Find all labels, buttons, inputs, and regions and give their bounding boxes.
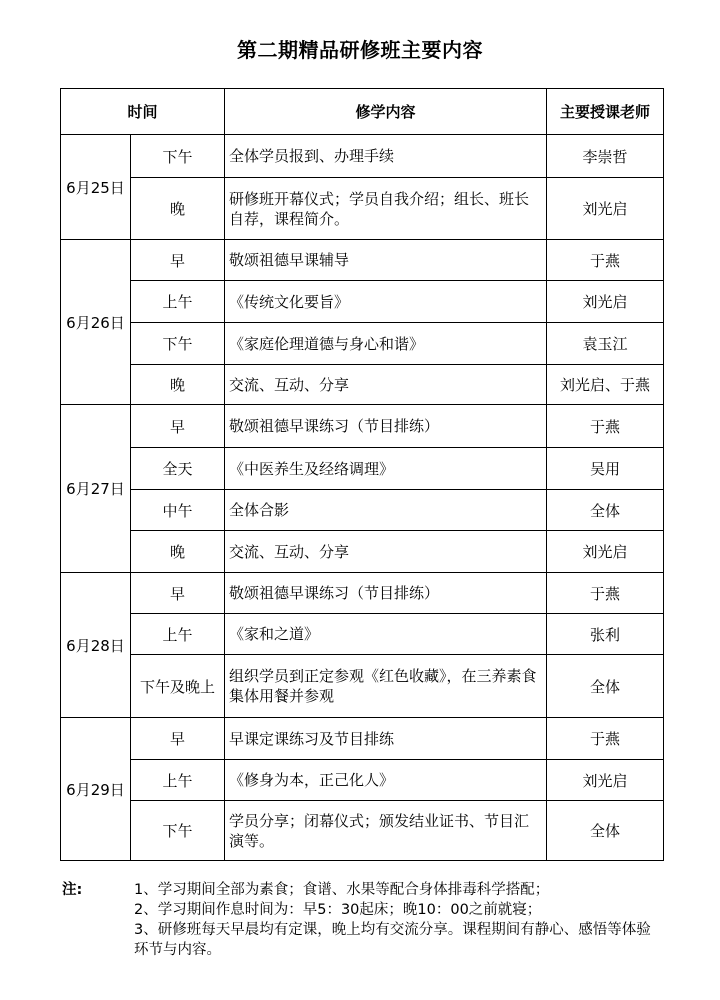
schedule-table — [60, 88, 664, 861]
content-cell: 敬颂祖德早课练习（节目排练） — [225, 573, 547, 614]
period-cell: 早 — [131, 573, 225, 614]
period-cell: 上午 — [131, 614, 225, 655]
period-cell: 早 — [131, 718, 225, 760]
period-cell: 全天 — [131, 448, 225, 490]
note-item: 2、学习期间作息时间为：早5：30起床；晚10：00之前就寝； — [134, 902, 542, 918]
teacher-cell: 刘光启 — [547, 531, 664, 573]
table-row — [61, 178, 664, 240]
content-cell: 敬颂祖德早课辅导 — [225, 240, 547, 281]
content-cell: 《传统文化要旨》 — [225, 281, 547, 323]
period-cell: 下午及晚上 — [131, 655, 225, 718]
table-row — [61, 448, 664, 490]
table-row — [61, 405, 664, 448]
teacher-cell: 于燕 — [547, 240, 664, 281]
table-row — [61, 614, 664, 655]
date-cell: 6月26日 — [61, 240, 131, 405]
table-row — [61, 365, 664, 405]
teacher-cell: 于燕 — [547, 573, 664, 614]
date-cell: 6月28日 — [61, 573, 131, 718]
period-cell: 上午 — [131, 281, 225, 323]
table-row — [61, 323, 664, 365]
period-cell: 晚 — [131, 178, 225, 240]
table-row — [61, 718, 664, 760]
notes-list — [134, 880, 662, 960]
table-row — [61, 573, 664, 614]
content-cell: 《中医养生及经络调理》 — [225, 448, 547, 490]
teacher-cell: 全体 — [547, 490, 664, 531]
content-cell: 敬颂祖德早课练习（节目排练） — [225, 405, 547, 448]
period-cell: 下午 — [131, 323, 225, 365]
period-cell: 早 — [131, 405, 225, 448]
content-cell: 全体合影 — [225, 490, 547, 531]
date-cell: 6月25日 — [61, 135, 131, 240]
table-header-row — [61, 89, 664, 135]
content-cell: 全体学员报到、办理手续 — [225, 135, 547, 178]
content-cell: 交流、互动、分享 — [225, 531, 547, 573]
teacher-cell: 张利 — [547, 614, 664, 655]
notes-section — [62, 880, 662, 960]
header-teacher: 主要授课老师 — [547, 89, 664, 135]
period-cell: 晚 — [131, 531, 225, 573]
period-cell: 下午 — [131, 801, 225, 861]
period-cell: 下午 — [131, 135, 225, 178]
period-cell: 中午 — [131, 490, 225, 531]
teacher-cell: 于燕 — [547, 405, 664, 448]
period-cell: 早 — [131, 240, 225, 281]
page-title: 第二期精品研修班主要内容 — [237, 38, 483, 62]
table-row — [61, 240, 664, 281]
table-row — [61, 135, 664, 178]
content-cell: 交流、互动、分享 — [225, 365, 547, 405]
table-row — [61, 490, 664, 531]
content-cell: 研修班开幕仪式；学员自我介绍；组长、班长自荐，课程简介。 — [225, 178, 547, 240]
teacher-cell: 刘光启 — [547, 178, 664, 240]
content-cell: 学员分享；闭幕仪式；颁发结业证书、节目汇演等。 — [225, 801, 547, 861]
content-cell: 《家庭伦理道德与身心和谐》 — [225, 323, 547, 365]
table-row — [61, 655, 664, 718]
teacher-cell: 刘光启、于燕 — [547, 365, 664, 405]
table-row — [61, 531, 664, 573]
teacher-cell: 刘光启 — [547, 760, 664, 801]
teacher-cell: 刘光启 — [547, 281, 664, 323]
teacher-cell: 全体 — [547, 655, 664, 718]
date-cell: 6月27日 — [61, 405, 131, 573]
content-cell: 《家和之道》 — [225, 614, 547, 655]
table-row — [61, 760, 664, 801]
notes-label: 注: — [62, 882, 83, 898]
teacher-cell: 于燕 — [547, 718, 664, 760]
teacher-cell: 李崇哲 — [547, 135, 664, 178]
content-cell: 《修身为本，正己化人》 — [225, 760, 547, 801]
teacher-cell: 袁玉江 — [547, 323, 664, 365]
content-cell: 组织学员到正定参观《红色收藏》，在三养素食集体用餐并参观 — [225, 655, 547, 718]
note-item: 3、研修班每天早晨均有定课，晚上均有交流分享。课程期间有静心、感悟等体验环节与内容。 — [134, 922, 651, 958]
teacher-cell: 全体 — [547, 801, 664, 861]
date-cell: 6月29日 — [61, 718, 131, 861]
content-cell: 早课定课练习及节目排练 — [225, 718, 547, 760]
header-time: 时间 — [61, 89, 225, 135]
table-row — [61, 801, 664, 861]
header-content: 修学内容 — [225, 89, 547, 135]
table-row — [61, 281, 664, 323]
period-cell: 晚 — [131, 365, 225, 405]
teacher-cell: 吴用 — [547, 448, 664, 490]
note-item: 1、学习期间全部为素食；食谱、水果等配合身体排毒科学搭配； — [134, 882, 550, 898]
period-cell: 上午 — [131, 760, 225, 801]
